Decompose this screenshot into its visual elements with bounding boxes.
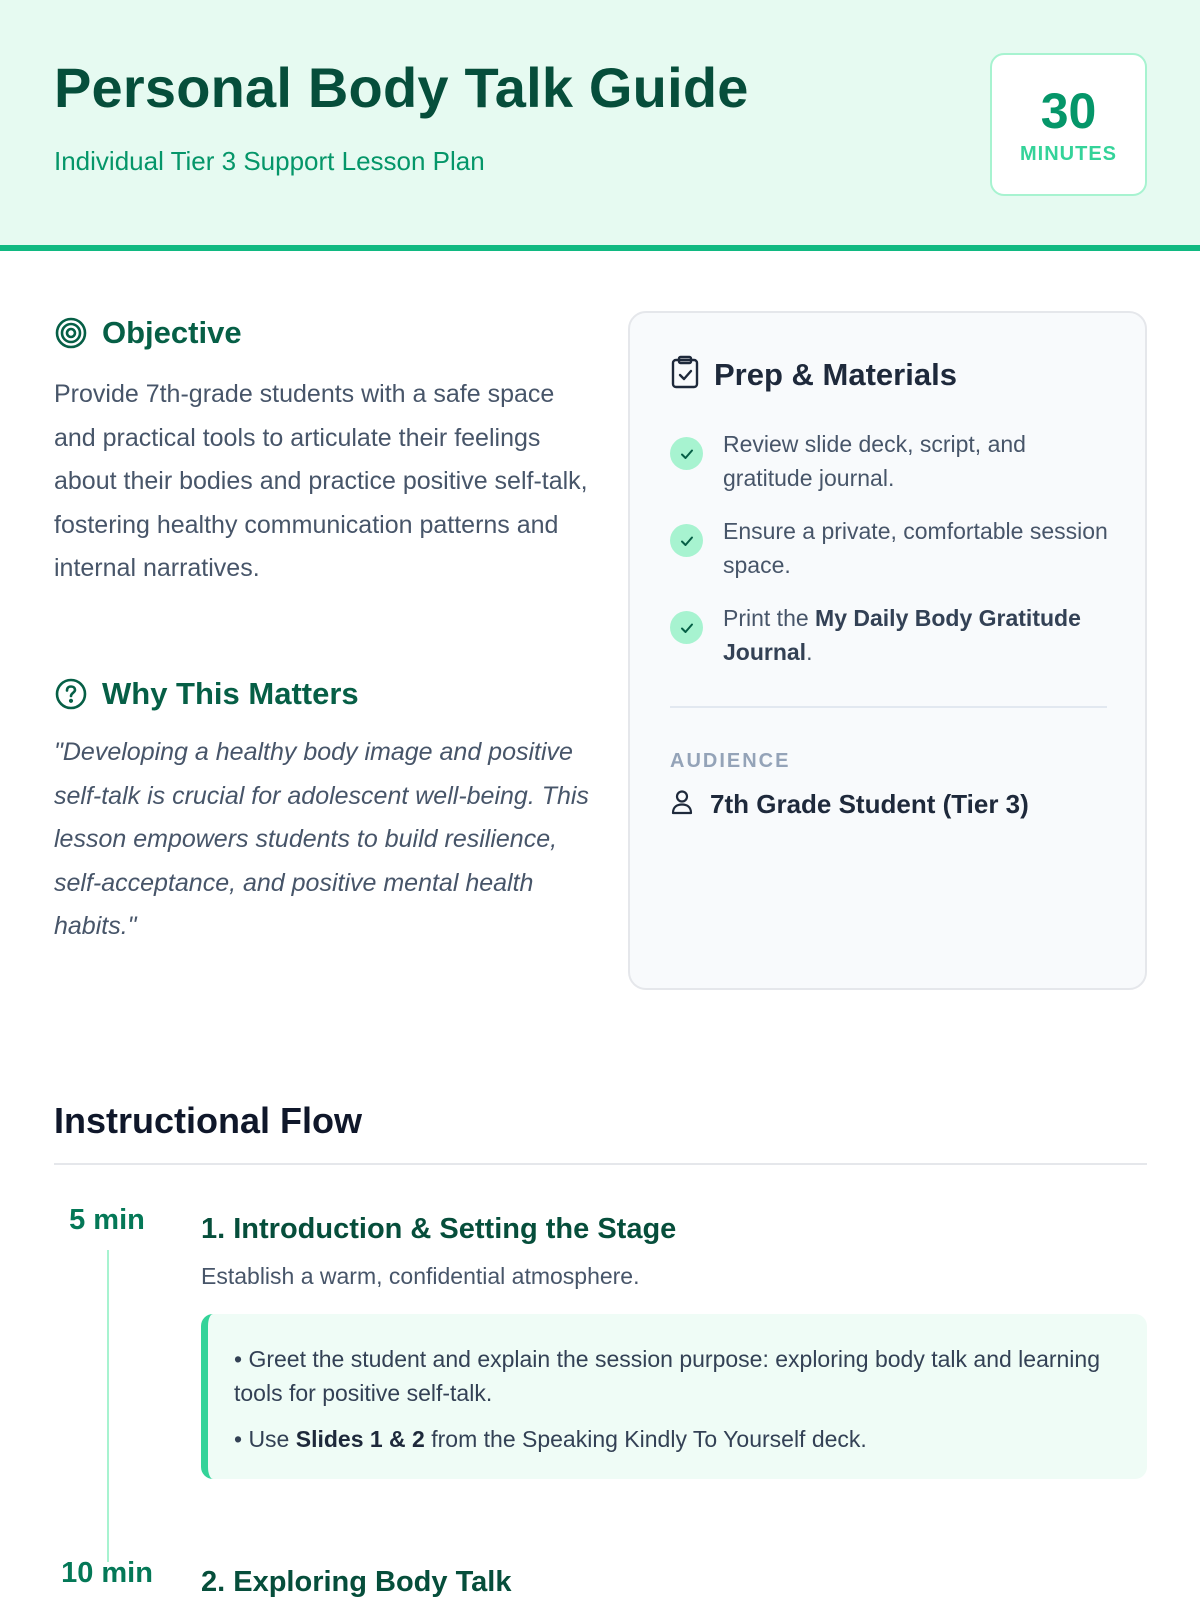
step-bullet: • Greet the student and explain the session purpose: exploring body talk and learning tools for positive self-talk. <box>234 1346 1101 1406</box>
target-icon <box>54 316 88 350</box>
objective-text: Provide 7th-grade students with a safe space and practical tools to articulate their feelings about their bodies and practice positive self-talk, fostering healthy communication patterns and internal narratives. <box>54 380 588 582</box>
step-time: 5 min <box>69 1204 145 1236</box>
prep-item-text <box>723 602 1110 669</box>
prep-title: Prep & Materials <box>714 356 957 392</box>
duration-value: 30 <box>1040 83 1097 139</box>
prep-materials-card <box>628 311 1147 990</box>
bullet-suffix: from the Speaking Kindly To Yourself deck. <box>424 1426 867 1452</box>
prep-item-text: Review slide deck, script, and gratitude journal. <box>723 431 1026 491</box>
prep-item-prefix: Print the <box>723 605 816 631</box>
audience-label: AUDIENCE <box>670 750 791 772</box>
step-description: Establish a warm, confidential atmosphere. <box>201 1263 640 1289</box>
prep-item-text: Ensure a private, comfortable session space. <box>723 518 1108 578</box>
slides-reference: Slides 1 & 2 <box>295 1426 425 1452</box>
step-title: 2. Exploring Body Talk <box>201 1566 512 1598</box>
question-circle-icon <box>54 677 88 711</box>
audience-value: 7th Grade Student (Tier 3) <box>710 789 1029 819</box>
page-subtitle: Individual Tier 3 Support Lesson Plan <box>54 146 485 176</box>
step-bullet <box>234 1422 1117 1456</box>
prep-item <box>670 602 1110 669</box>
prep-item <box>670 515 1110 582</box>
step-details-box <box>201 1314 1147 1479</box>
divider <box>670 706 1107 708</box>
check-icon <box>670 611 703 644</box>
prep-item-suffix: . <box>806 638 813 665</box>
clipboard-check-icon <box>670 355 700 394</box>
divider <box>54 1163 1147 1165</box>
step-title: 1. Introduction & Setting the Stage <box>201 1213 677 1245</box>
prep-list <box>670 428 1110 689</box>
prep-item <box>670 428 1110 495</box>
duration-badge <box>990 53 1147 196</box>
journal-title: My Daily Body Gratitude Journal <box>723 605 1081 665</box>
check-icon <box>670 524 703 557</box>
objective-title: Objective <box>102 315 242 350</box>
check-icon <box>670 437 703 470</box>
audience-row <box>670 789 1029 820</box>
user-icon <box>670 789 694 820</box>
why-quote: "Developing a healthy body image and positive self-talk is crucial for adolescent well-being. This lesson empowers students to build resilience, self-acceptance, and positive mental health habits." <box>54 738 589 940</box>
page-title: Personal Body Talk Guide <box>54 56 749 119</box>
prep-heading <box>670 355 957 394</box>
page-header <box>0 0 1200 251</box>
timeline-line <box>107 1250 109 1562</box>
objective-heading <box>54 315 242 351</box>
flow-title: Instructional Flow <box>54 1100 363 1141</box>
bullet-prefix: • Use <box>234 1426 296 1452</box>
why-title: Why This Matters <box>102 676 359 711</box>
duration-unit: MINUTES <box>1020 143 1117 165</box>
step-time: 10 min <box>61 1557 153 1589</box>
why-heading <box>54 676 359 712</box>
